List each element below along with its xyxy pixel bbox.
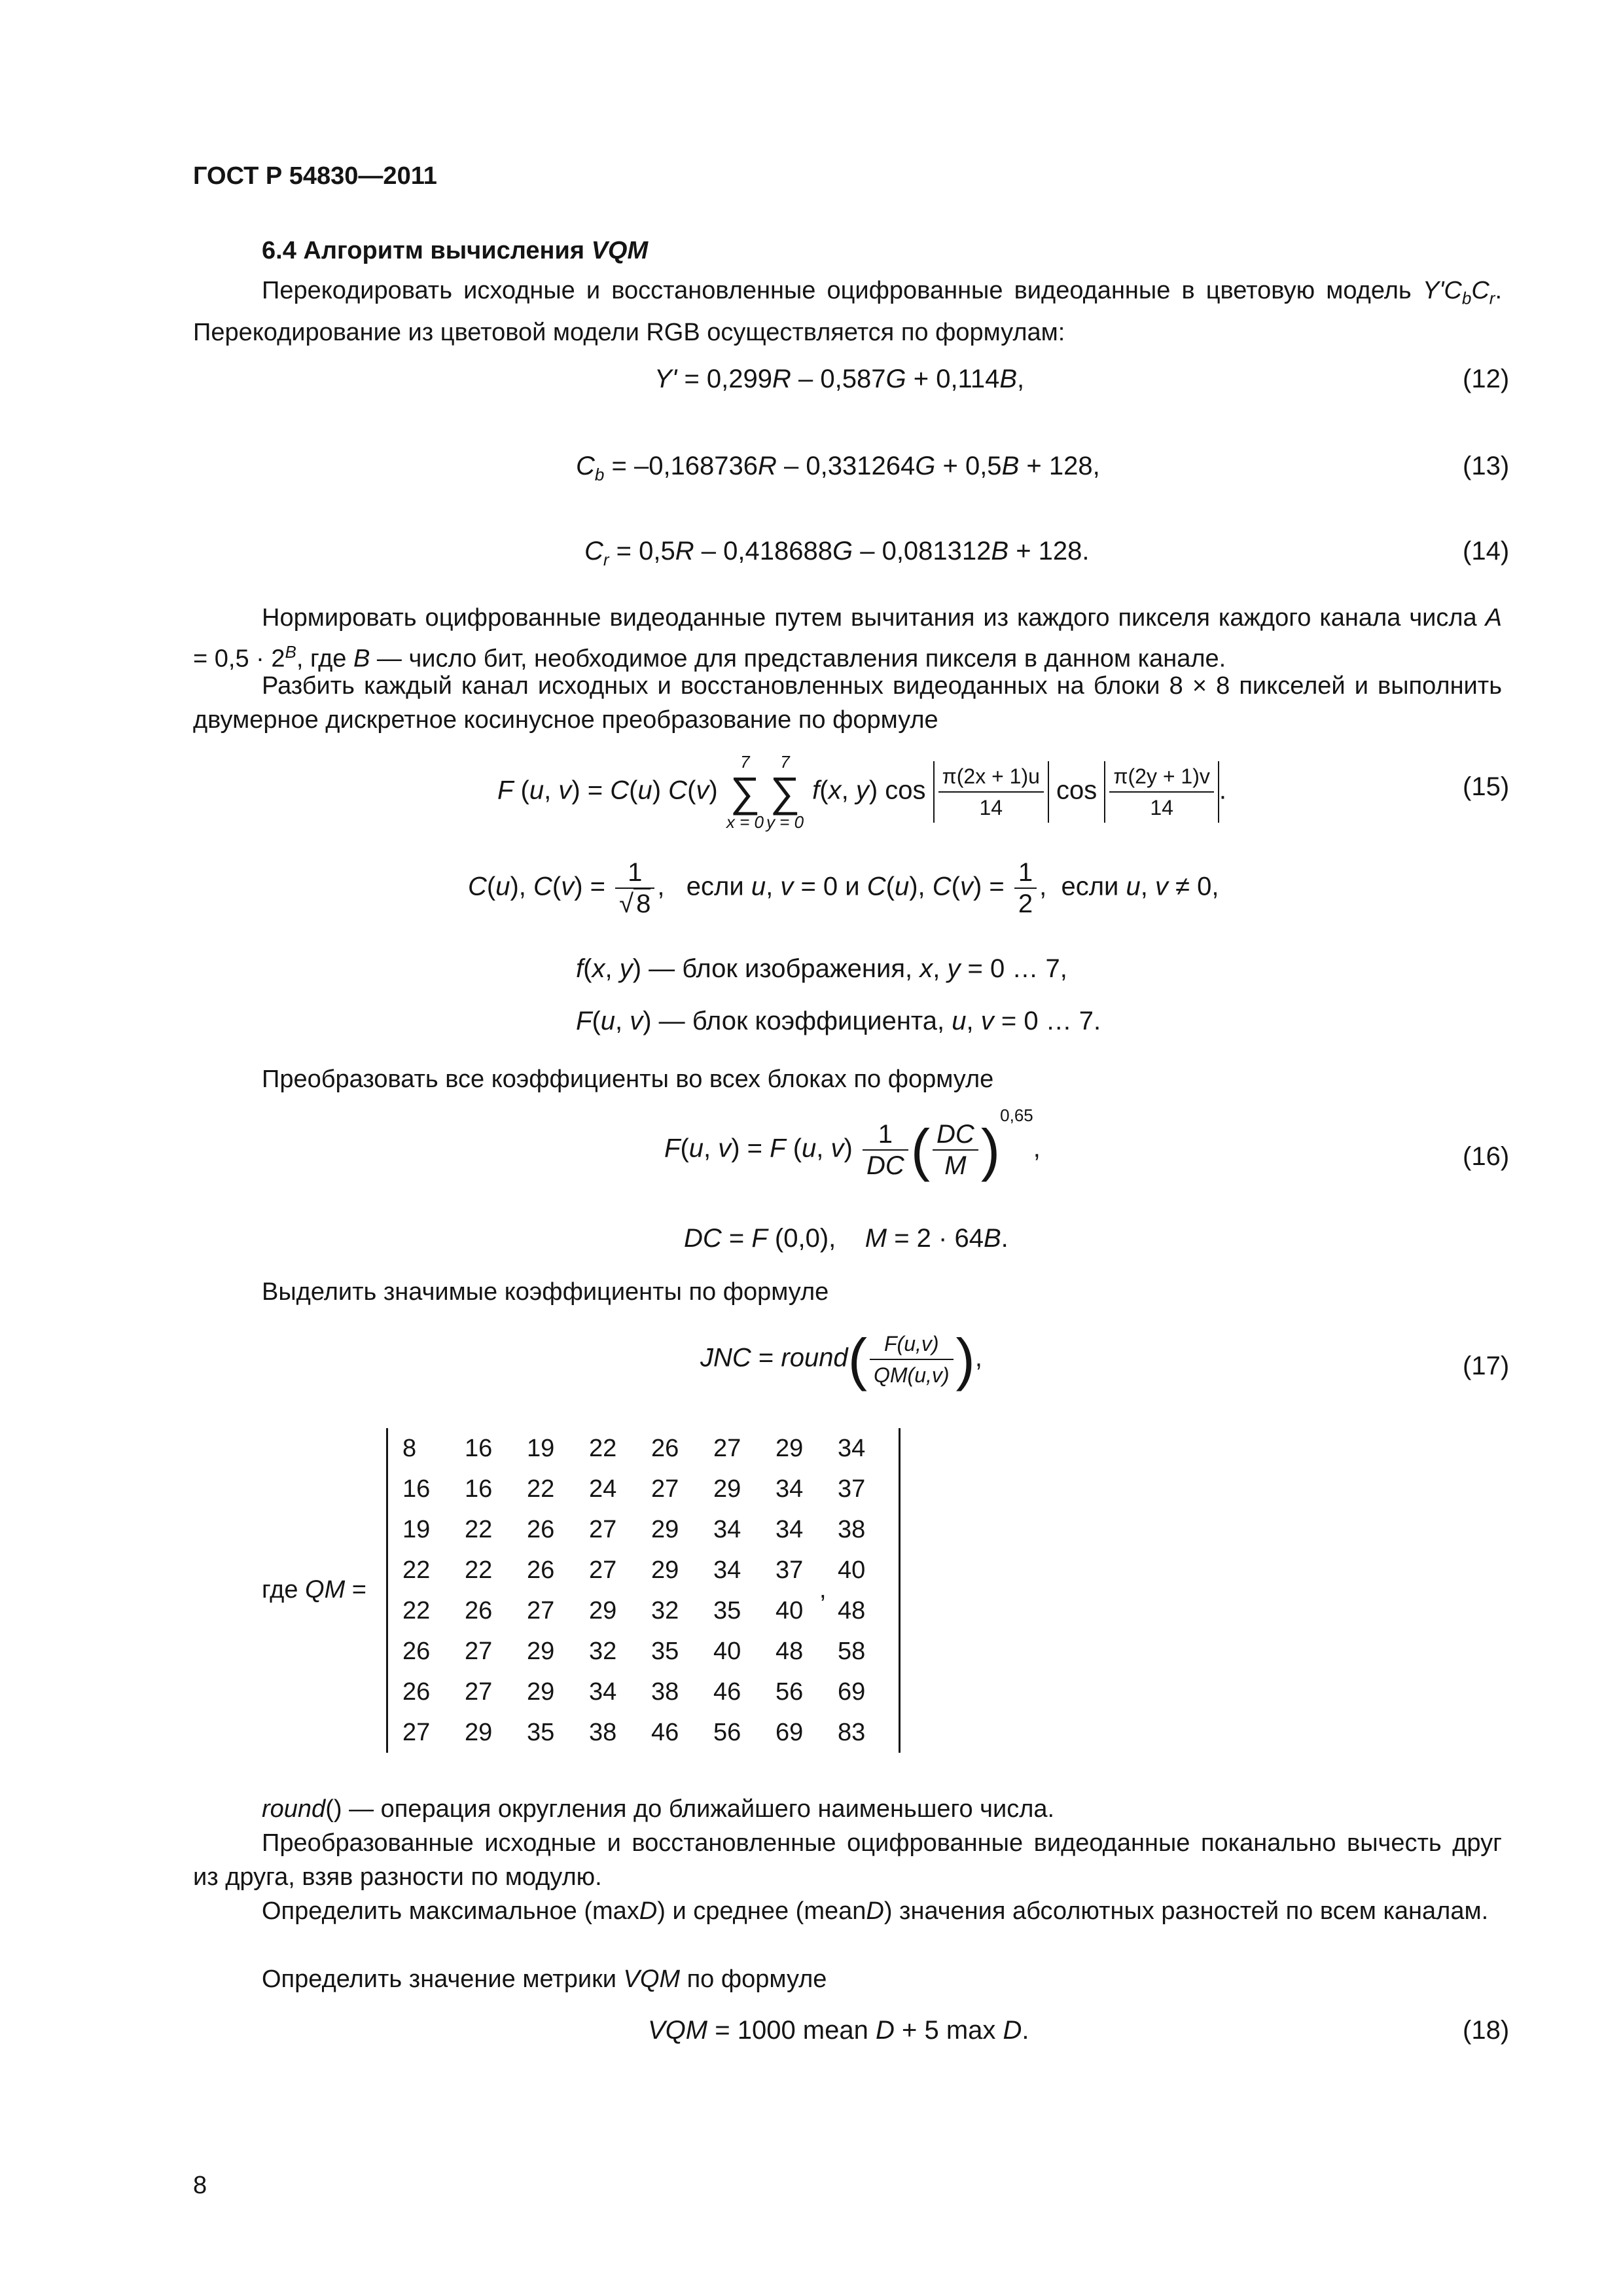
qm-cell: 58 bbox=[838, 1637, 866, 1665]
qm-cell: 16 bbox=[465, 1475, 493, 1503]
qm-row bbox=[395, 1672, 892, 1712]
qm-cell: 46 bbox=[713, 1677, 741, 1706]
section-number: 6.4 bbox=[262, 237, 296, 264]
equation-14: $C_r = 0,5R - 0,418688G - 0,081312B + 128$. bbox=[584, 537, 1090, 569]
qm-cell: 56 bbox=[713, 1718, 741, 1746]
qm-cell: 8 bbox=[402, 1434, 417, 1462]
paragraph-dct: Разбить каждый канал исходных и восстановленных видеоданных на блоки 8 × 8 пикселей и выполнить двумерное дискретное косинусное преобразование по формуле bbox=[193, 672, 1502, 734]
qm-cell: 29 bbox=[527, 1637, 555, 1665]
qm-cell: 32 bbox=[651, 1596, 679, 1624]
qm-cell: 29 bbox=[527, 1677, 555, 1706]
paragraph-recode: Перекодировать исходные и восстановленные оцифрованные видеоданные в цветовую модель $Y'C_bC_r$. Перекодирование из цветовой модели RGB осуществляется по формулам: bbox=[193, 277, 1503, 346]
qm-cell: 35 bbox=[527, 1718, 555, 1746]
qm-cell: 46 bbox=[651, 1718, 679, 1746]
qm-cell: 22 bbox=[402, 1596, 431, 1624]
qm-row bbox=[395, 1631, 892, 1672]
qm-row bbox=[395, 1428, 892, 1469]
paragraph-round: round() — операция округления до ближайшего наименьшего числа. bbox=[262, 1795, 1055, 1823]
qm-cell: 24 bbox=[589, 1475, 617, 1503]
qm-cell: 48 bbox=[838, 1596, 866, 1624]
qm-cell: 48 bbox=[776, 1637, 804, 1665]
qm-cell: 40 bbox=[713, 1637, 741, 1665]
page-number: 8 bbox=[193, 2172, 207, 2199]
qm-cell: 29 bbox=[776, 1434, 804, 1462]
qm-cell: 34 bbox=[713, 1515, 741, 1543]
qm-cell: 38 bbox=[589, 1718, 617, 1746]
qm-cell: 19 bbox=[402, 1515, 431, 1543]
qm-cell: 26 bbox=[465, 1596, 493, 1624]
section-term: VQM bbox=[591, 237, 649, 264]
qm-cell: 27 bbox=[589, 1556, 617, 1584]
qm-cell: 26 bbox=[527, 1556, 555, 1584]
equation-number-17: (17) bbox=[1463, 1352, 1510, 1380]
qm-cell: 27 bbox=[465, 1637, 493, 1665]
paragraph-significant: Выделить значимые коэффициенты по формуле bbox=[262, 1278, 829, 1306]
equation-12: Y' = 0,299R – 0,587G + 0,114B, bbox=[654, 365, 1025, 393]
equation-15: F (u, v) = C(u) C(v) 7 ∑ x = 0 7 ∑ y = 0 f(x, y) cos $\frac{\pi(2x + 1)u}{14}$ cos $\frac{\pi(2y + 1)v}{14}$ . bbox=[497, 752, 1226, 832]
qm-cell: 34 bbox=[776, 1515, 804, 1543]
qm-cell: 22 bbox=[465, 1515, 493, 1543]
qm-cell: 27 bbox=[589, 1515, 617, 1543]
equation-number-14: (14) bbox=[1463, 537, 1510, 565]
qm-comma: , bbox=[819, 1576, 827, 1604]
qm-cell: 29 bbox=[465, 1718, 493, 1746]
qm-cell: 29 bbox=[651, 1556, 679, 1584]
qm-cell: 27 bbox=[465, 1677, 493, 1706]
qm-cell: 27 bbox=[713, 1434, 741, 1462]
qm-cell: 26 bbox=[651, 1434, 679, 1462]
F-block-definition: F(u, v) — блок коэффициента, u, v = 0 … 7. bbox=[576, 1007, 1101, 1035]
equation-18: VQM = 1000 mean D + 5 max D. bbox=[648, 2016, 1029, 2045]
section-name: Алгоритм вычисления bbox=[303, 237, 584, 264]
qm-cell: 29 bbox=[713, 1475, 741, 1503]
qm-cell: 37 bbox=[838, 1475, 866, 1503]
c-coefficient-definition: C(u), C(v) = $\frac{1}{√ 8}$ , если u, v = 0 и C(u), C(v) = $\frac{1}{2}$ , если u, v ≠ 0, bbox=[468, 858, 1219, 918]
qm-cell: 38 bbox=[838, 1515, 866, 1543]
qm-cell: 22 bbox=[402, 1556, 431, 1584]
qm-cell: 19 bbox=[527, 1434, 555, 1462]
color-model: $Y'C_bC_r$ bbox=[1422, 277, 1495, 308]
dc-definition: DC = F (0,0), M = 2 · 64B. bbox=[684, 1224, 1008, 1253]
qm-cell: 83 bbox=[838, 1718, 866, 1746]
paragraph-transform: Преобразовать все коэффициенты во всех блоках по формуле bbox=[262, 1066, 994, 1093]
qm-cell: 34 bbox=[713, 1556, 741, 1584]
qm-cell: 27 bbox=[402, 1718, 431, 1746]
qm-cell: 69 bbox=[776, 1718, 804, 1746]
qm-cell: 27 bbox=[527, 1596, 555, 1624]
qm-cell: 16 bbox=[465, 1434, 493, 1462]
paragraph-vqm: Определить значение метрики VQM по формуле bbox=[262, 1965, 827, 1993]
qm-row bbox=[395, 1590, 892, 1631]
equation-number-12: (12) bbox=[1463, 365, 1510, 393]
qm-cell: 16 bbox=[402, 1475, 431, 1503]
f-block-definition: f(x, y) — блок изображения, x, y = 0 … 7, bbox=[576, 954, 1067, 983]
qm-cell: 22 bbox=[527, 1475, 555, 1503]
qm-cell: 37 bbox=[776, 1556, 804, 1584]
qm-row bbox=[395, 1712, 892, 1753]
qm-cell: 38 bbox=[651, 1677, 679, 1706]
section-title bbox=[262, 237, 648, 265]
qm-cell: 34 bbox=[589, 1677, 617, 1706]
qm-cell: 29 bbox=[651, 1515, 679, 1543]
qm-cell: 29 bbox=[589, 1596, 617, 1624]
qm-cell: 22 bbox=[465, 1556, 493, 1584]
qm-cell: 40 bbox=[838, 1556, 866, 1584]
paragraph-maxmean: Определить максимальное (maxD) и среднее (meanD) значения абсолютных разностей по всем каналам. bbox=[262, 1897, 1489, 1925]
equation-number-18: (18) bbox=[1463, 2016, 1510, 2045]
qm-cell: 34 bbox=[838, 1434, 866, 1462]
document-header: ГОСТ Р 54830—2011 bbox=[193, 162, 437, 190]
equation-17: JNC = round( $\frac{F(u,v)}{QM(u,v)}$ ), bbox=[700, 1327, 982, 1391]
cos-argument-1: $\frac{\pi(2x + 1)u}{14}$ bbox=[933, 761, 1049, 823]
sum-y-symbol: 7 ∑ y = 0 bbox=[766, 752, 804, 832]
qm-cell: 35 bbox=[713, 1596, 741, 1624]
equation-number-15: (15) bbox=[1463, 772, 1510, 801]
qm-cell: 69 bbox=[838, 1677, 866, 1706]
qm-row bbox=[395, 1509, 892, 1550]
qm-cell: 35 bbox=[651, 1637, 679, 1665]
equation-number-13: (13) bbox=[1463, 452, 1510, 480]
qm-cell: 34 bbox=[776, 1475, 804, 1503]
cos-argument-2: $\frac{\pi(2y + 1)v}{14}$ bbox=[1104, 761, 1219, 823]
qm-row bbox=[395, 1550, 892, 1590]
equation-16: F(u, v) = F (u, v) $\frac{1}{DC}$ ( $\frac{DC}{M}$ )$^{0,65}$, bbox=[664, 1105, 1041, 1182]
qm-cell: 26 bbox=[402, 1637, 431, 1665]
qm-cell: 26 bbox=[527, 1515, 555, 1543]
qm-row bbox=[395, 1469, 892, 1509]
qm-cell: 22 bbox=[589, 1434, 617, 1462]
equation-13: $C_b = -0,168736R - 0,331264G + 0,5B + 128$, bbox=[576, 452, 1100, 484]
paragraph-normalize: Нормировать оцифрованные видеоданные путем вычитания из каждого пикселя каждого канала числа $A = 0,5 \cdot 2^B$, где B — число бит, необходимое для представления пикселя в данном канале. bbox=[193, 604, 1502, 673]
qm-cell: 56 bbox=[776, 1677, 804, 1706]
qm-cell: 40 bbox=[776, 1596, 804, 1624]
sum-x-symbol: 7 ∑ x = 0 bbox=[726, 752, 764, 832]
eq15-lhs: F (u, v) = C(u) C(v) bbox=[497, 776, 718, 805]
paragraph-subtract: Преобразованные исходные и восстановленные оцифрованные видеоданные поканально вычесть друг из друга, взяв разности по модулю. bbox=[193, 1829, 1502, 1891]
qm-label: где QM = bbox=[262, 1576, 366, 1604]
qm-cell: 26 bbox=[402, 1677, 431, 1706]
equation-number-16: (16) bbox=[1463, 1142, 1510, 1171]
qm-cell: 27 bbox=[651, 1475, 679, 1503]
qm-cell: 32 bbox=[589, 1637, 617, 1665]
